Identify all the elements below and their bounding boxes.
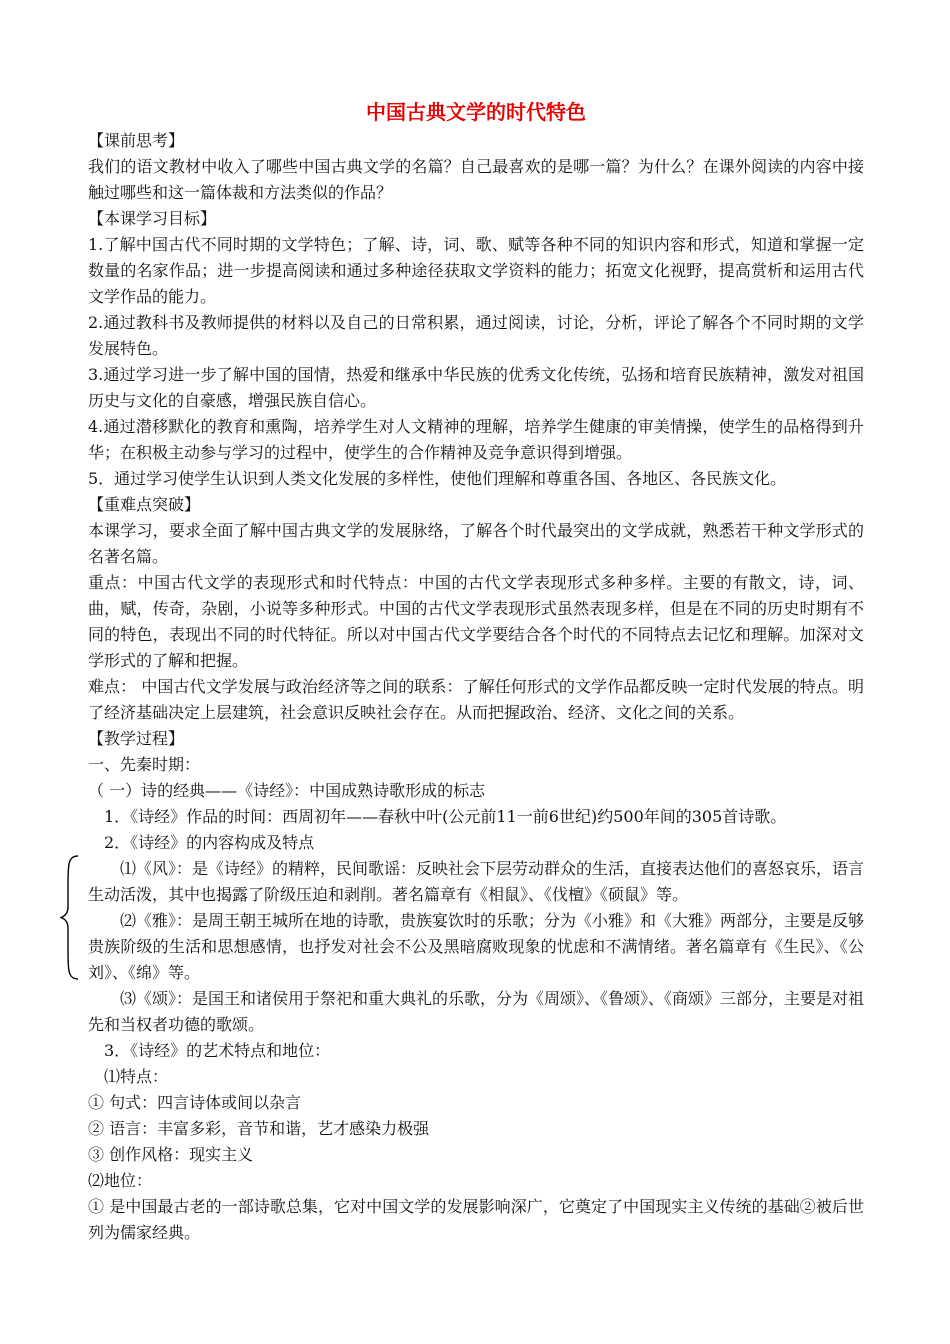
section-heading-key-points: 【重难点突破】 [88, 495, 201, 514]
key-points-focus: 重点：中国古代文学的表现形式和时代特点：中国的古代文学表现形式多种多样。主要的有散文，诗，词、曲，赋，传奇，杂剧，小说等多种形式。中国的古代文学表现形式虽然表现多样，但是在不同的历史时期有不同的特色，表现出不同的时代特征。所以对中国古代文学要结合各个时代的不同特点去记忆和理解。加深对文学形式的了解和把握。 [88, 573, 864, 670]
section-heading-goals: 【本课学习目标】 [88, 209, 217, 228]
goal-item: 1.了解中国古代不同时期的文学特色；了解、诗，词、歌、赋等各种不同的知识内容和形式，知道和掌握一定数量的名家作品；进一步提高阅读和通过多种途径获取文学资料的能力；拓宽文化视野，提高赏析和运用古代文学作品的能力。 [88, 235, 864, 306]
left-brace-icon [60, 855, 80, 980]
point-3: 3．《诗经》的艺术特点和地位： [104, 1041, 331, 1060]
features-heading: ⑴特点： [104, 1067, 169, 1086]
goal-item: 5．通过学习使学生认识到人类文化发展的多样性，使他们理解和尊重各国、各地区、各民族文化。 [88, 469, 787, 488]
pre-class-text: 我们的语文教材中收入了哪些中国古典文学的名篇？自己最喜欢的是哪一篇？为什么？在课外阅读的内容中接触过哪些和这一篇体裁和方法类似的作品？ [88, 157, 864, 202]
document-page [88, 96, 864, 1246]
feature-item: ② 语言：丰富多彩，音节和谐，艺才感染力极强 [88, 1119, 430, 1138]
section-heading-process: 【教学过程】 [88, 729, 185, 748]
subsection-heading: （ 一）诗的经典——《诗经》：中国成熟诗歌形成的标志 [88, 781, 486, 800]
status-heading: ⑵地位： [88, 1171, 153, 1190]
goal-item: 3.通过学习进一步了解中国的国情，热爱和继承中华民族的优秀文化传统，弘扬和培育民族精神，激发对祖国历史与文化的自豪感，增强民族自信心。 [88, 365, 864, 410]
goal-item: 4.通过潜移默化的教育和熏陶，培养学生对人文精神的理解，培养学生健康的审美情操，使学生的品格得到升华；在积极主动参与学习的过程中，使学生的合作精神及竞争意识得到增强。 [88, 417, 864, 462]
page-title: 中国古典文学的时代特色 [366, 100, 586, 124]
key-points-difficulty: 难点： 中国古代文学发展与政治经济等之间的联系：了解任何形式的文学作品都反映一定时代发展的特点。明了经济基础决定上层建筑，社会意识反映社会存在。从而把握政治、经济、文化之间的关系。 [88, 677, 864, 722]
goal-item: 2.通过教科书及教师提供的材料以及自己的日常积累，通过阅读，讨论，分析，评论了解各个不同时期的文学发展特色。 [88, 313, 864, 358]
key-points-intro: 本课学习，要求全面了解中国古典文学的发展脉络，了解各个时代最突出的文学成就，熟悉若干种文学形式的名著名篇。 [88, 521, 864, 566]
point-1: 1．《诗经》作品的时间：西周初年——春秋中叶(公元前11一前6世纪)约500年间的305首诗歌。 [104, 807, 787, 826]
feng-paragraph: ⑴《风》：是《诗经》的精粹，民间歌谣：反映社会下层劳动群众的生活，直接表达他们的喜怒哀乐，语言生动活泼，其中也揭露了阶级压迫和剥削。著名篇章有《相鼠》、《伐檀》《硕鼠》等。 [88, 859, 865, 904]
ya-paragraph: ⑵《雅》：是周王朝王城所在地的诗歌，贵族宴饮时的乐歌；分为《小雅》和《大雅》两部分，主要是反够贵族阶级的生活和思想感情，也抒发对社会不公及黑暗腐败现象的忧虑和不满情绪。著名篇章有《生民》、《公刘》、《绵》等。 [88, 911, 865, 982]
period-heading: 一、先秦时期： [88, 755, 201, 774]
point-2: 2．《诗经》的内容构成及特点 [104, 833, 315, 852]
section-heading-pre-class: 【课前思考】 [88, 131, 185, 150]
status-text: ① 是中国最古老的一部诗歌总集，它对中国文学的发展影响深广，它奠定了中国现实主义传统的基础②被后世列为儒家经典。 [88, 1197, 864, 1242]
song-paragraph: ⑶《颂》：是国王和诸侯用于祭祀和重大典礼的乐歌，分为《周颂》、《鲁颂》、《商颂》三部分，主要是对祖先和当权者功德的歌颂。 [88, 989, 865, 1034]
feature-item: ③ 创作风格：现实主义 [88, 1145, 254, 1164]
feature-item: ① 句式：四言诗体或间以杂言 [88, 1093, 302, 1112]
